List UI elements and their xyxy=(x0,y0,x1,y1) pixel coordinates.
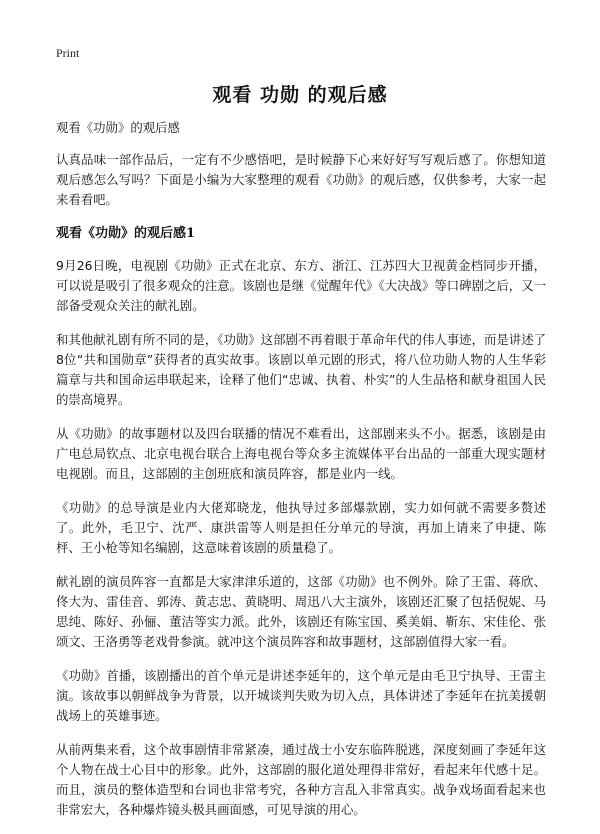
body-paragraph-7: 从前两集来看，这个故事剧情非常紧凑，通过战士小安东临阵脱逃，深度刻画了李延年这个人物在战士心目中的形象。此外，这部剧的服化道处理得非常好，看起来年代感十足。而且，演员的整体造型和台词也非常考究，各种方言乱入非常真实。战争戏场面看起来也非常宏大，各种爆炸镜头极具画面感，可见导演的用心。 xyxy=(56,742,546,817)
section-heading: 观看《功勋》的观后感1 xyxy=(56,226,196,241)
body-paragraph-3: 从《功勋》的故事题材以及四台联播的情况不难看出，这部剧来头不小。据悉，该剧是由广电总局钦点、北京电视台联合上海电视台等众多主流媒体平台出品的一部重大现实题材电视剧。而且，这部剧的主创班底和演员阵容，都是业内一线。 xyxy=(56,426,546,481)
body-paragraph-1: 9月26日晚，电视剧《功勋》正式在北京、东方、浙江、江苏四大卫视黄金档同步开播，可以说是吸引了很多观众的注意。该剧也是继《觉醒年代》《大决战》等口碑剧之后，又一部备受观众关注的献礼剧。 xyxy=(56,258,546,313)
article-body xyxy=(56,118,546,834)
page-title: 观看 功勋 的观后感 xyxy=(212,84,388,106)
body-paragraph-4: 《功勋》的总导演是业内大佬郑晓龙，他执导过多部爆款剧，实力如何就不需要多赘述了。此外，毛卫宁、沈严、康洪雷等人则是担任分单元的导演，再加上请来了申捷、陈枰、王小枪等知名编剧，这意味着该剧的质量稳了。 xyxy=(56,500,546,555)
intro-paragraph: 认真品味一部作品后，一定有不少感悟吧，是时候静下心来好好写写观后感了。你想知道观后感怎么写吗？下面是小编为大家整理的观看《功勋》的观后感，仅供参考，大家一起来看看吧。 xyxy=(56,152,546,207)
body-paragraph-2: 和其他献礼剧有所不同的是，《功勋》这部剧不再着眼于革命年代的伟人事迹，而是讲述了8位“共和国勋章”获得者的真实故事。该剧以单元剧的形式，将八位功勋人物的人生华彩篇章与共和国命运串联起来，诠释了他们“忠诚、执着、朴实”的人生品格和献身祖国人民的崇高境界。 xyxy=(56,332,546,407)
article-subtitle: 观看《功勋》的观后感 xyxy=(56,120,180,135)
print-link[interactable]: Print xyxy=(56,46,80,60)
body-paragraph-5: 献礼剧的演员阵容一直都是大家津津乐道的，这部《功勋》也不例外。除了王雷、蒋欣、佟大为、雷佳音、郭涛、黄志忠、黄晓明、周迅八大主演外，该剧还汇聚了包括倪妮、马思纯、陈好、孙俪、董洁等实力派。此外，该剧还有陈宝国、奚美娟、靳东、宋佳伦、张颂文、王洛勇等老戏骨参演。就冲这个演员阵容和故事题材，这部剧值得大家一看。 xyxy=(56,574,546,649)
body-paragraph-6: 《功勋》首播，该剧播出的首个单元是讲述李延年的，这个单元是由毛卫宁执导、王雷主演。该故事以朝鲜战争为背景，以开城谈判失败为切入点，具体讲述了李延年在抗美援朝战场上的英雄事迹。 xyxy=(56,668,546,723)
